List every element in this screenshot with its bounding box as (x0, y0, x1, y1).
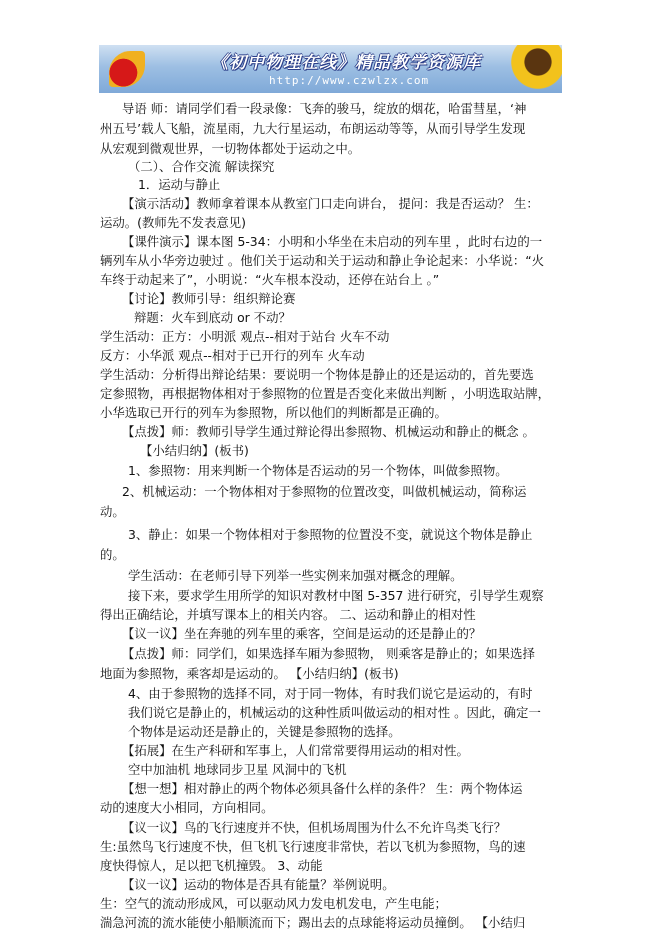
text-line: 【议一议】坐在奔驰的列车里的乘客，空间是运动的还是静止的？ (122, 626, 482, 641)
header-banner (99, 45, 562, 93)
text-line: 地面为参照物，乘客却是运动的。 【小结归纳】(板书) (100, 666, 399, 681)
sunflower-icon (507, 45, 562, 93)
text-line: 导语 师：请同学们看一段录像：飞奔的骏马，绽放的烟花，哈雷彗星，‘神 (122, 101, 527, 116)
text-line: 【小结归纳】(板书) (140, 443, 249, 458)
text-line: 4、由于参照物的选择不同，对于同一物体，有时我们说它是运动的，有时 (128, 686, 533, 701)
section-heading: （二）、合作交流 解读探究 (128, 159, 275, 174)
logo-leaf-icon (109, 51, 145, 87)
text-line: 接下来，要求学生用所学的知识对教材中图 5-357 进行研究，引导学生观察 (128, 588, 544, 603)
subsection-heading: 1．运动与静止 (138, 177, 221, 192)
text-line: 【点拨】师：同学们，如果选择车厢为参照物， 则乘客是静止的；如果选择 (122, 646, 535, 661)
text-line: 运动。(教师先不发表意见) (100, 215, 246, 230)
text-line: 度快得惊人，足以把飞机撞毁。 3、动能 (100, 858, 323, 873)
text-line: 【拓展】在生产科研和军事上，人们常常要得用运动的相对性。 (122, 743, 469, 758)
text-line: 生：空气的流动形成风，可以驱动风力发电机发电，产生电能； (100, 896, 447, 911)
text-line: 反方：小华派 观点--相对于已开行的列车 火车动 (100, 348, 365, 363)
text-line: 【点拨】师：教师引导学生通过辩论得出参照物、机械运动和静止的概念 。 (122, 424, 535, 439)
text-line: 个物体是运动还是静止的，关键是参照物的选择。 (128, 724, 401, 739)
text-line: 2、机械运动：一个物体相对于参照物的位置改变，叫做机械运动，简称运 (122, 484, 527, 499)
text-line: 【讨论】教师引导：组织辩论赛 (122, 291, 296, 306)
text-line: 州五号’载人飞船，流星雨，九大行星运动，布朗运动等等，从而引导学生发现 (100, 121, 526, 136)
text-line: 动。 (100, 504, 125, 519)
text-line: 生:虽然鸟飞行速度不快，但飞机飞行速度非常快，若以飞机为参照物，鸟的速 (100, 839, 526, 854)
text-line: 学生活动：正方：小明派 观点--相对于站台 火车不动 (100, 329, 390, 344)
text-line: 得出正确结论，并填写课本上的相关内容。 二、运动和静止的相对性 (100, 607, 476, 622)
text-line: 从宏观到微观世界，一切物体都处于运动之中。 (100, 141, 361, 156)
text-line: 1、参照物：用来判断一个物体是否运动的另一个物体，叫做参照物。 (128, 463, 508, 478)
text-line: 【议一议】鸟的飞行速度并不快，但机场周围为什么不允许鸟类飞行？ (122, 820, 507, 835)
text-line: 【演示活动】教师拿着课本从教室门口走向讲台， 提问：我是否运动？ 生： (122, 196, 539, 211)
text-line: 【想一想】相对静止的两个物体必须具备什么样的条件？ 生：两个物体运 (122, 781, 523, 796)
text-line: 空中加油机 地球同步卫星 风洞中的飞机 (128, 762, 347, 777)
text-line: 辩题：火车到底动 or 不动？ (134, 310, 291, 325)
text-line: 的。 (100, 547, 125, 562)
text-line: 湍急河流的流水能使小船顺流而下；踢出去的点球能将运动员撞倒。 【小结归 (100, 915, 526, 930)
text-line: 小华选取已开行的列车为参照物，所以他们的判断都是正确的。 (100, 405, 447, 420)
banner-url: http://www.czwlzx.com (269, 74, 430, 87)
text-line: 动的速度大小相同，方向相同。 (100, 800, 274, 815)
text-line: 辆列车从小华旁边驶过 。他们关于运动和关于运动和静止争论起来：小华说：“火 (100, 253, 545, 268)
text-line: 我们说它是静止的，机械运动的这种性质叫做运动的相对性 。因此，确定一 (128, 705, 541, 720)
text-line: 学生活动：在老师引导下列举一些实例来加强对概念的理解。 (128, 568, 463, 583)
text-line: 车终于动起来了”，小明说：“火车根本没动，还停在站台上 。” (100, 272, 440, 287)
text-line: 【议一议】运动的物体是否具有能量？举例说明。 (122, 877, 395, 892)
text-line: 定参照物，再根据物体相对于参照物的位置是否变化来做出判断 ，小明选取站牌， (100, 386, 551, 401)
text-line: 学生活动：分析得出辩论结果：要说明一个物体是静止的还是运动的，首先要选 (100, 367, 534, 382)
banner-title: 《初中物理在线》精品教学资源库 (211, 53, 481, 73)
text-line: 3、静止：如果一个物体相对于参照物的位置没不变，就说这个物体是静止 (128, 527, 533, 542)
text-line: 【课件演示】课本图 5-34：小明和小华坐在未启动的列车里 ，此时右边的一 (122, 234, 543, 249)
